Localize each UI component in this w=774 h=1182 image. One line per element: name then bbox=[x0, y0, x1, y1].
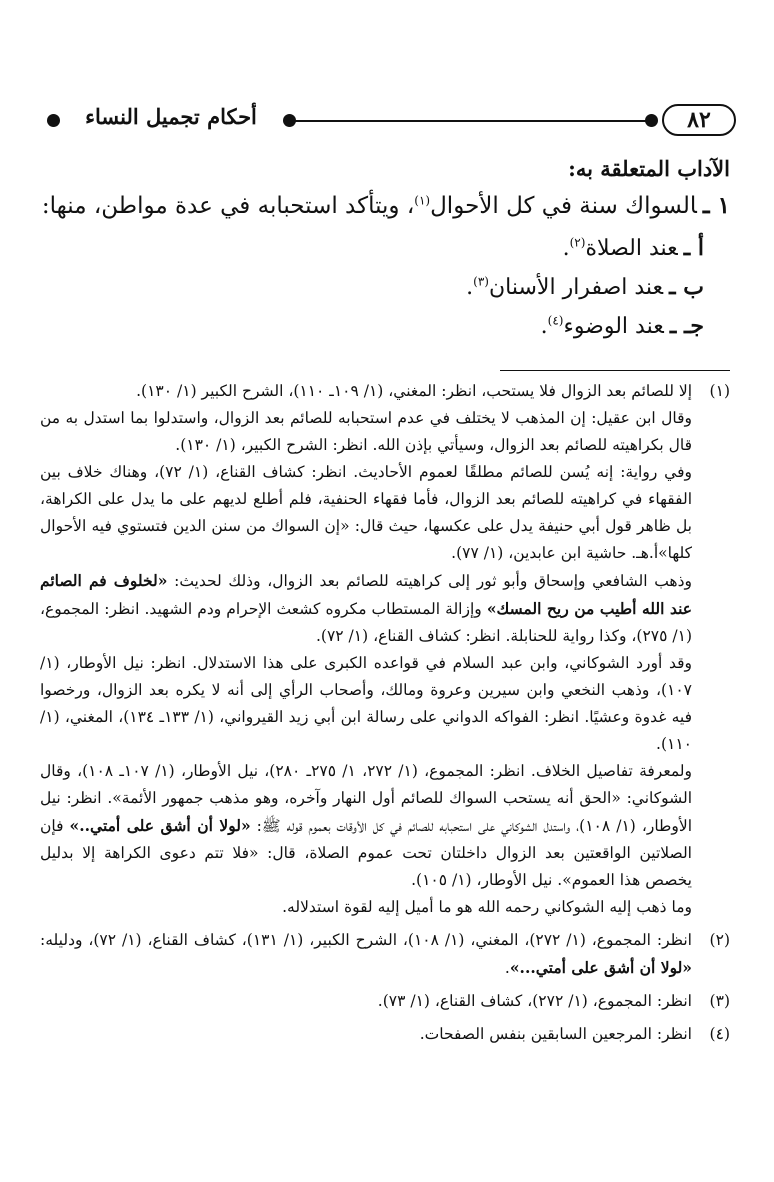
footnote-paragraph: وقال ابن عقيل: إن المذهب لا يختلف في عدم استحبابه للصائم بعد الزوال، واستدلوا بما استدل به من قال بكراهيته للصائم بعد الزوال، وسيأتي بإذن الله. انظر: الشرح الكبير، (١/ ١٣٠). bbox=[40, 409, 692, 454]
sub-item-letter: جـ ـ bbox=[669, 312, 704, 339]
footnote-ref-3[interactable]: (٣) bbox=[473, 274, 489, 289]
footnote-number: (٤) bbox=[709, 1025, 730, 1043]
sub-item-c bbox=[40, 310, 704, 343]
hadith-quote: «لولا أن أشق على أمتي...» bbox=[509, 958, 692, 977]
footnote-ref-4[interactable]: (٤) bbox=[547, 313, 564, 328]
sub-item-a bbox=[40, 232, 704, 265]
footnote-paragraph: وما ذهب إليه الشوكاني رحمه الله هو ما أميل إليه لقوة استدلاله. bbox=[282, 898, 692, 916]
page-header bbox=[40, 100, 736, 140]
sub-item-text: عند اصفرار الأسنان bbox=[488, 274, 664, 300]
footnote-number: (١) bbox=[709, 382, 730, 400]
footnote-text: فإن الصلاتين الواقعتين بعد الزوال داخلتان تحت عموم الصلاة، قال: «فلا تتم دعوى الكراهة إلا بدليل يخصص هذا العموم». نيل الأوطار، (١/ ١٠٥). bbox=[40, 817, 692, 889]
sub-item-end: . bbox=[562, 235, 570, 261]
footnote-text: ولمعرفة تفاصيل الخلاف. انظر: المجموع، (١/ ٢٧٢، ١/ ٢٧٥ـ ٢٨٠)، نيل الأوطار، (١/ ١٠٧ـ ١٠٨)، وقال الشوكاني: «الحق أنه يستحب السواك للصائم أول النهار وآخره، وهو مذهب جمهور الأئمة». انظر: نيل الأوطار، (١/ ١٠٨)، واستدل الشوكاني على استحبابه للصائم في كل الأوقات بعموم قوله ﷺ: bbox=[40, 762, 693, 835]
footnote-body: انظر: المجموع، (١/ ٢٧٢)، كشاف القناع، (١/ ٧٣). bbox=[377, 992, 692, 1010]
sub-item-b bbox=[40, 271, 704, 304]
sub-item-text: عند الوضوء bbox=[563, 313, 664, 339]
footnote-body bbox=[40, 378, 692, 921]
footnote-4 bbox=[40, 1021, 730, 1048]
footnote-3 bbox=[40, 988, 730, 1015]
footnote-separator bbox=[500, 370, 730, 371]
item-1-number: ١ ـ bbox=[702, 192, 730, 219]
footnote-paragraph: وفي رواية: إنه يُسن للصائم مطلقًا لعموم الأحاديث. انظر: كشاف القناع، (١/ ٧٢)، وهناك خلاف بين الفقهاء في كراهيته للصائم بعد الزوال، فأما فقهاء الحنفية، فلم أطلع لديهم على ما يدل على الكراهة، بل ظاهر قول أبي حنيفة يدل على عكسها، حيث قال: «إن السواك من سنن الدين فتستوي فيه الأحوال كلها»أ.هـ. حاشية ابن عابدين، (١/ ٧٧). bbox=[40, 463, 692, 562]
footnote-paragraph: وقد أورد الشوكاني، وابن عبد السلام في قواعده الكبرى على هذا الاستدلال. انظر: نيل الأوطار، (١/ ١٠٧)، وذهب النخعي وابن سيرين وعروة ومالك، وأصحاب الرأي إلى أنه لا يكره بعد الزوال، ورخصوا فيه غدوة وعشيًا. انظر: الفواكه الدواني على رسالة ابن أبي زيد القيرواني، (١/ ١٣٣ـ ١٣٤)، المغني، (١/ ١١٠). bbox=[40, 654, 692, 753]
footnotes bbox=[40, 378, 730, 1054]
footnote-paragraph bbox=[40, 758, 692, 894]
footnote-text: وذهب الشافعي وإسحاق وأبو ثور إلى كراهيته للصائم بعد الزوال، وذلك لحديث: bbox=[167, 572, 692, 590]
section-heading: الآداب المتعلقة به: bbox=[568, 156, 730, 181]
running-title: أحكام تجميل النساء bbox=[85, 104, 257, 129]
footnote-body: انظر: المرجعين السابقين بنفس الصفحات. bbox=[419, 1025, 692, 1043]
footnote-paragraph bbox=[40, 927, 692, 982]
sub-item-letter: أ ـ bbox=[683, 234, 704, 261]
item-1-text-after: ، ويتأكد استحبابه في عدة مواطن، منها: bbox=[41, 193, 415, 219]
footnote-text: وإزالة المستطاب مكروه كشعث الإحرام ودم الشهيد. انظر: المجموع، (١/ ٢٧٥)، وكذا رواية للحنابلة. انظر: كشاف القناع، (١/ ٧٢). bbox=[40, 600, 692, 645]
footnote-number: (٢) bbox=[709, 931, 730, 949]
header-rule bbox=[292, 120, 652, 122]
footnote-number: (٣) bbox=[709, 992, 730, 1010]
item-1-text: السواك سنة في كل الأحوال bbox=[430, 193, 697, 219]
footnote-paragraph: إلا للصائم بعد الزوال فلا يستحب، انظر: المغني، (١/ ١٠٩ـ ١١٠)، الشرح الكبير (١/ ١٣٠). bbox=[136, 382, 692, 400]
item-1 bbox=[40, 189, 730, 224]
footnote-1 bbox=[40, 378, 730, 921]
footnote-text: انظر: المجموع، (١/ ٢٧٢)، المغني، (١/ ١٠٨)، الشرح الكبير، (١/ ١٣١)، كشاف القناع، (١/ ٧٢)، ودليله: bbox=[40, 931, 692, 949]
sub-item-end: . bbox=[540, 313, 548, 339]
main-text bbox=[40, 150, 730, 349]
hadith-quote: «لولا أن أشق على أمتي..» bbox=[69, 816, 251, 835]
footnote-ref-1[interactable]: (١) bbox=[414, 193, 431, 208]
sub-item-end: . bbox=[466, 274, 474, 300]
footnote-body bbox=[40, 927, 692, 982]
footnote-ref-2[interactable]: (٢) bbox=[569, 235, 586, 250]
page-number: ٨٢ bbox=[662, 104, 736, 136]
sub-item-text: عند الصلاة bbox=[585, 235, 678, 261]
footnote-2 bbox=[40, 927, 730, 982]
header-dot-left bbox=[47, 114, 60, 127]
footnote-text: . bbox=[504, 959, 510, 977]
sub-item-letter: ب ـ bbox=[669, 273, 704, 300]
header-dot-middle bbox=[283, 114, 296, 127]
footnote-paragraph bbox=[40, 567, 692, 650]
hadith-quote: «لخلوف فم الصائم عند الله أطيب من ريح المسك» bbox=[40, 571, 693, 618]
